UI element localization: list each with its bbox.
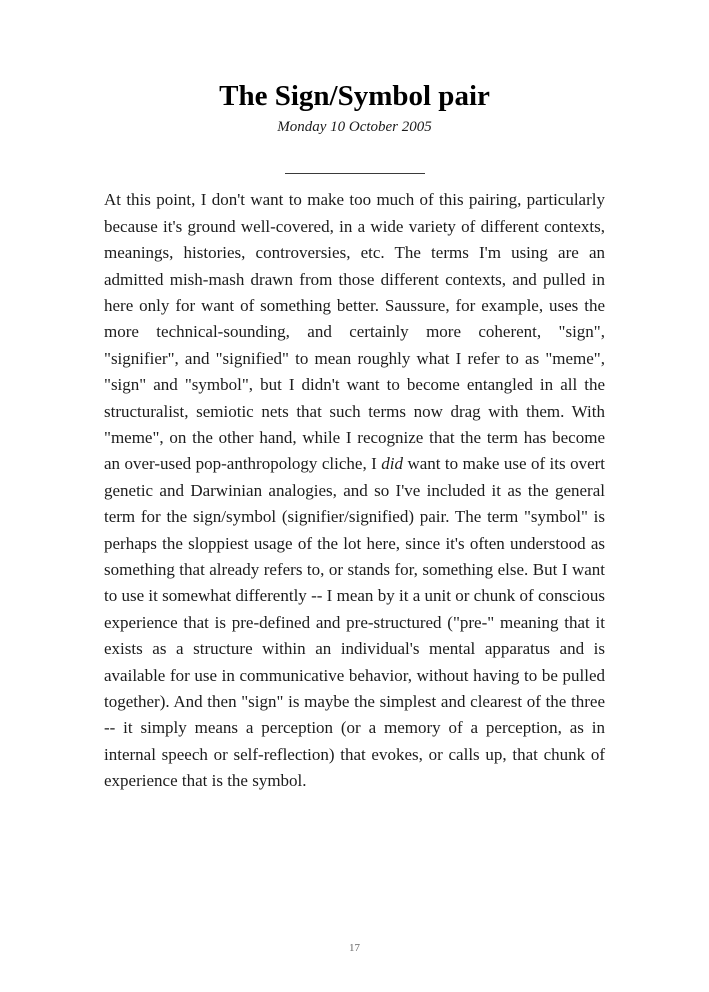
date-subtitle: Monday 10 October 2005 <box>277 119 432 136</box>
body-paragraph-italic-word: did <box>381 454 403 474</box>
body-text-block <box>104 187 605 794</box>
page-title: The Sign/Symbol pair <box>219 80 490 112</box>
section-divider <box>285 173 425 174</box>
document-header <box>0 0 709 136</box>
body-paragraph-part2: want to make use of its overt genetic and Darwinian analogies, and so I've included it as the general term for the sign/symbol (signifier/signified) pair. The term "symbol" is perhaps the sloppiest usage of the lot here, since it's often understood as something that already refers to, or stands for, something else. But I want to use it somewhat differently -- I mean by it a unit or chunk of conscious experience that is pre-defined and pre-structured ("pre-" meaning that it exists as a structure within an individual's mental apparatus and is available for use in communicative behavior, without having to be pulled together). And then "sign" is maybe the simplest and clearest of the three -- it simply means a perception (or a memory of a perception, as in internal speech or self-reflection) that evokes, or calls up, that chunk of experience that is the symbol. <box>104 454 605 791</box>
body-paragraph-part1: At this point, I don't want to make too much of this pairing, particularly because it's ground well-covered, in a wide variety of different contexts, meanings, histories, controversies, etc. The terms I'm using are an admitted mish-mash drawn from those different contexts, and pulled in here only for want of something better. Saussure, for example, uses the more technical-sounding, and certainly more coherent, "sign", "signifier", and "signified" to mean roughly what I refer to as "meme", "sign" and "symbol", but I didn't want to become entangled in all the structuralist, semiotic nets that such terms now drag with them. With "meme", on the other hand, while I recognize that the term has become an over-used pop-anthropology cliche, I <box>104 190 605 474</box>
body-paragraph <box>104 187 605 794</box>
page-number: 17 <box>349 942 360 954</box>
